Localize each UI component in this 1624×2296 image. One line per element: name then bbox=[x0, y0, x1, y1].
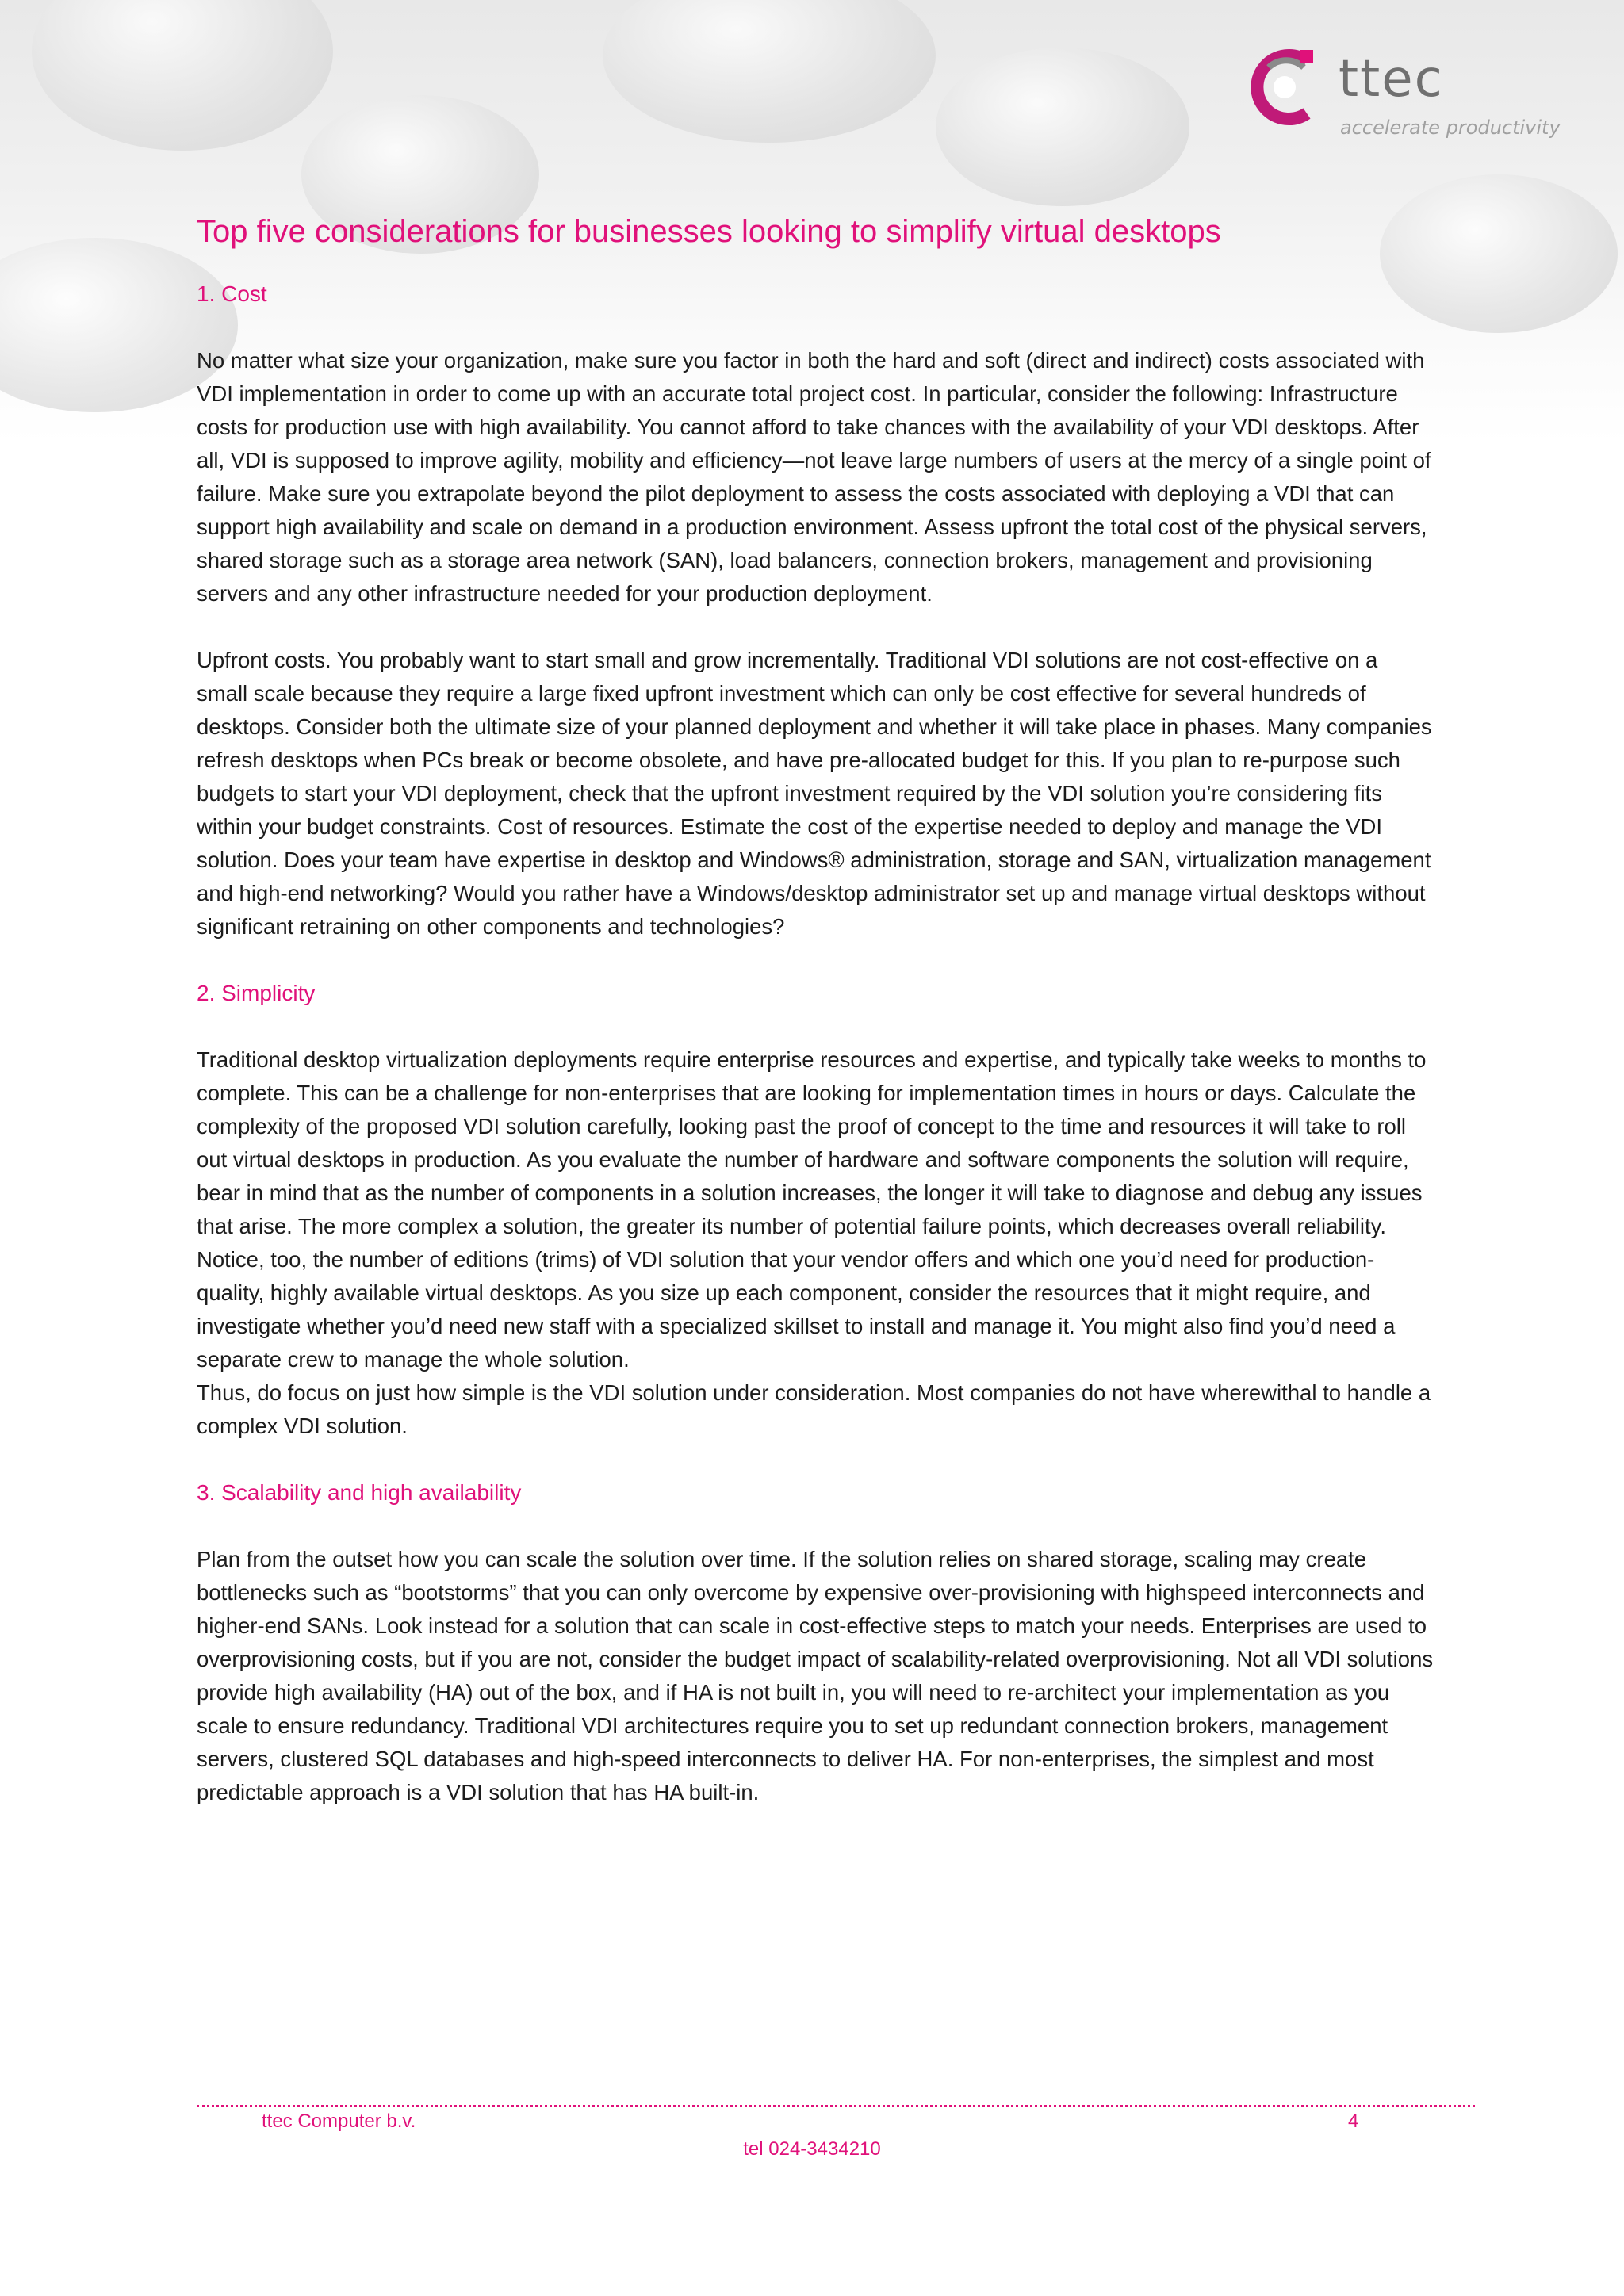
document-body bbox=[197, 208, 1434, 1809]
paragraph: Traditional desktop virtualization deployments require enterprise resources and expertise, and typically take weeks to months to complete. This can be a challenge for non-enterprises that are looking for implementation times in hours or days. Calculate the complexity of the proposed VDI solution carefully, looking past the proof of concept to the time and resources it will take to roll out virtual desktops in production. As you evaluate the number of hardware and software components the solution will require, bear in mind that as the number of components in a solution increases, the longer it will take to diagnose and debug any issues that arise. The more complex a solution, the greater its number of potential failure points, which decreases overall reliability. Notice, too, the number of editions (trims) of VDI solution that your vendor offers and which one you’d need for production-quality, highly available virtual desktops. As you size up each component, consider the resources that it might require, and investigate whether you’d need new staff with a specialized skillset to install and manage it. You might also find you’d need a separate crew to manage the whole solution. bbox=[197, 1047, 1427, 1372]
paragraph: Plan from the outset how you can scale the solution over time. If the solution relies on shared storage, scaling may create bottlenecks such as “bootstorms” that you can only overcome by expensive over-provisioning with highspeed interconnects and higher-end SANs. Look instead for a solution that can scale in cost-effective steps to match your needs. Enterprises are used to overprovisioning costs, but if you are not, consider the budget impact of scalability-related overprovisioning. Not all VDI solutions provide high availability (HA) out of the box, and if HA is not built in, you will need to re-architect your implementation as you scale to ensure redundancy. Traditional VDI architectures require you to set up redundant connection brokers, management servers, clustered SQL databases and high-speed interconnects to deliver HA. For non-enterprises, the simplest and most predictable approach is a VDI solution that has HA built-in. bbox=[197, 1547, 1434, 1804]
logo-tagline: accelerate productivity bbox=[1340, 117, 1561, 139]
logo-wordmark: ttec bbox=[1339, 50, 1444, 109]
page-number: 4 bbox=[1348, 2110, 1359, 2132]
section-heading-scalability: 3. Scalability and high availability bbox=[197, 1480, 522, 1505]
footer-phone: tel 024-3434210 bbox=[743, 2138, 881, 2160]
company-logo bbox=[1245, 44, 1562, 147]
paragraph: Upfront costs. You probably want to start small and grow incrementally. Traditional VDI solutions are not cost-effective on a small scale because they require a large fixed upfront investment which can only be cost effective for several hundreds of desktops. Consider both the ultimate size of your planned deployment and whether it will take place in phases. Many companies refresh desktops when PCs break or become obsolete, and have pre-allocated budget for this. If you plan to re-purpose such budgets to start your VDI deployment, check that the upfront investment required by the VDI solution you’re considering fits within your budget constraints. Cost of resources. Estimate the cost of the expertise needed to deploy and manage the VDI solution. Does your team have expertise in desktop and Windows® administration, storage and SAN, virtualization management and high-end networking? Would you rather have a Windows/desktop administrator set up and manage virtual desktops without significant retraining on other components and technologies? bbox=[197, 648, 1432, 939]
ttec-logo-icon bbox=[1245, 44, 1324, 131]
background-pebble bbox=[936, 48, 1189, 206]
section-heading-cost: 1. Cost bbox=[197, 281, 267, 306]
paragraph: Thus, do focus on just how simple is the VDI solution under consideration. Most companies do not have wherewithal to handle a complex VDI solution. bbox=[197, 1380, 1431, 1438]
paragraph: No matter what size your organization, make sure you factor in both the hard and soft (direct and indirect) costs associated with VDI implementation in order to come up with an accurate total project cost. In particular, consider the following: Infrastructure costs for production use with high availability. You cannot afford to take chances with the availability of your VDI desktops. After all, VDI is supposed to improve agility, mobility and efficiency—not leave large numbers of users at the mercy of a single point of failure. Make sure you extrapolate beyond the pilot deployment to assess the costs associated with deploying a VDI that can support high availability and scale on demand in a production environment. Assess upfront the total cost of the physical servers, shared storage such as a storage area network (SAN), load balancers, connection brokers, management and provisioning servers and any other infrastructure needed for your production deployment. bbox=[197, 348, 1431, 606]
footer-company: ttec Computer b.v. bbox=[262, 2110, 416, 2132]
section-heading-simplicity: 2. Simplicity bbox=[197, 981, 316, 1005]
document-title: Top five considerations for businesses looking to simplify virtual desktops bbox=[197, 214, 1221, 249]
footer-divider bbox=[197, 2105, 1475, 2107]
